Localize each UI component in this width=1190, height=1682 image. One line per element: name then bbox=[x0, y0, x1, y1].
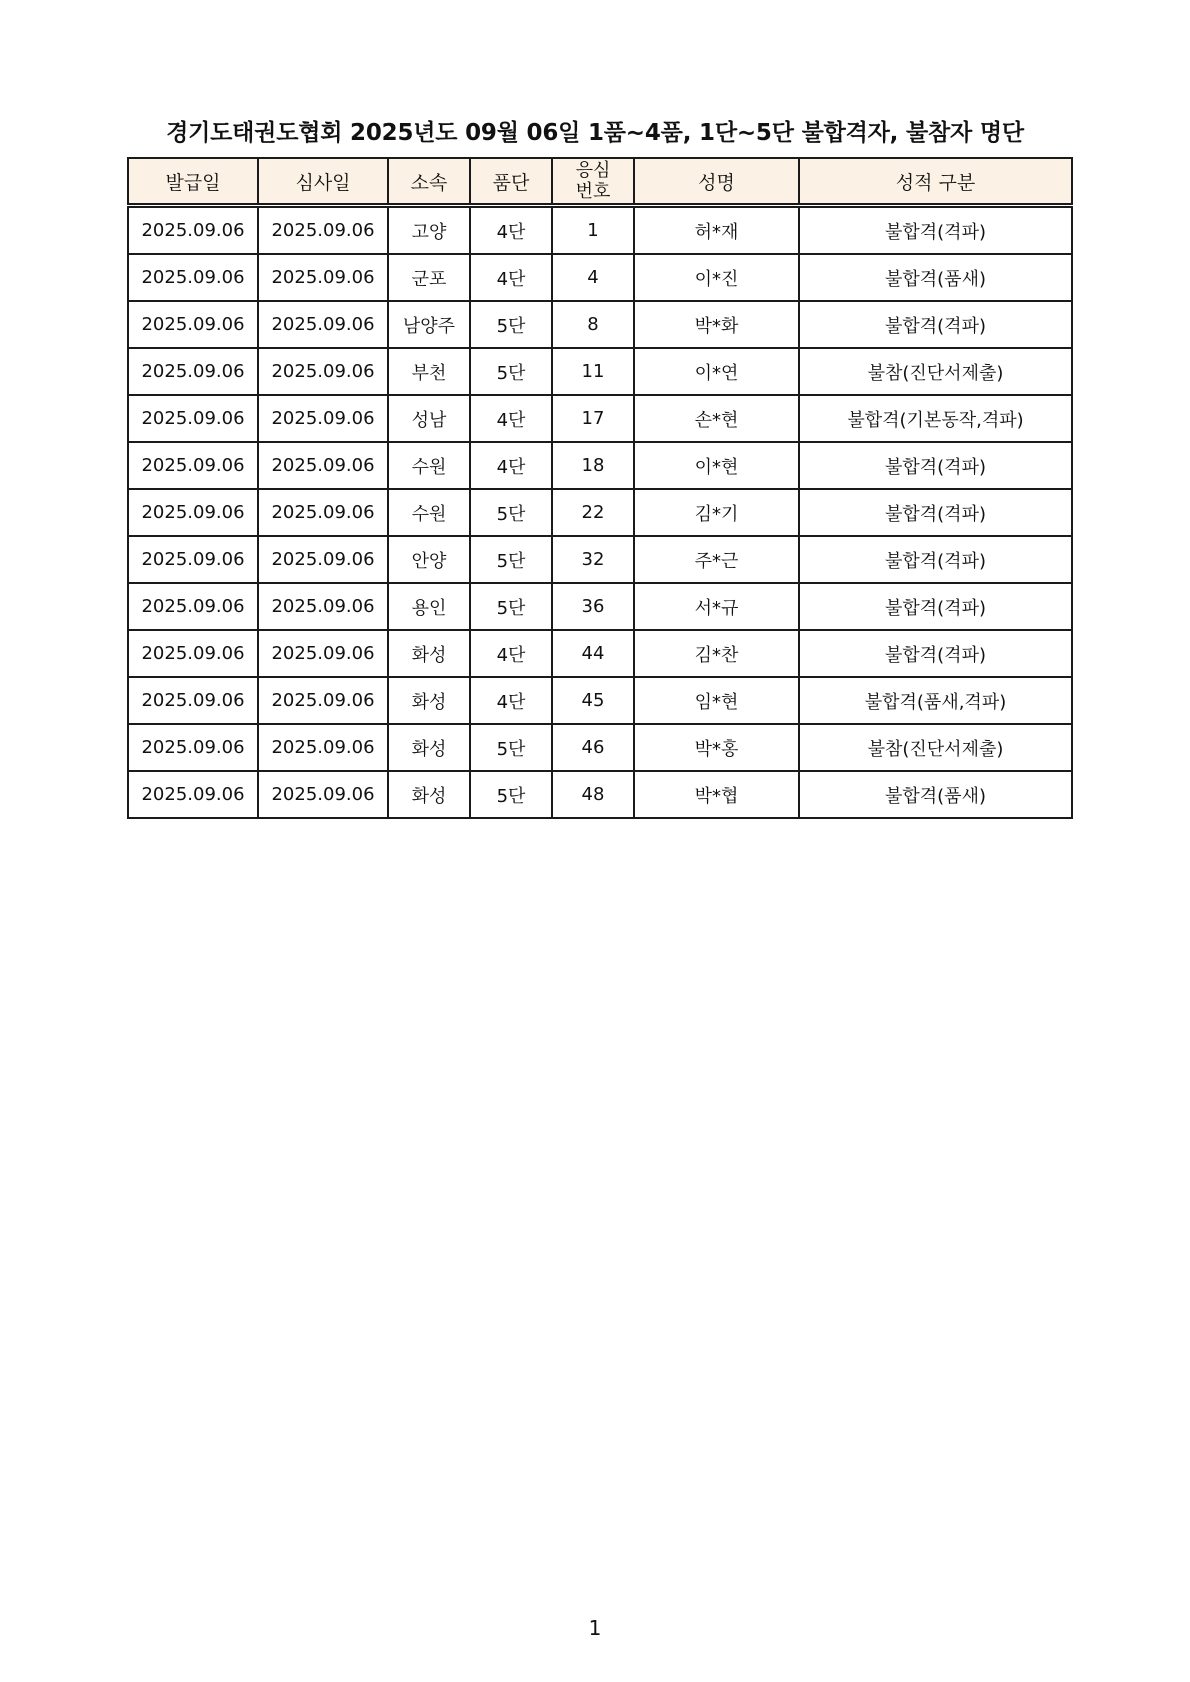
cell-result: 불합격(격파) bbox=[799, 536, 1072, 583]
table-row bbox=[128, 771, 1072, 818]
header-issue-date: 발급일 bbox=[128, 158, 258, 206]
cell-result: 불합격(격파) bbox=[799, 442, 1072, 489]
cell-name: 이*진 bbox=[634, 254, 799, 301]
cell-affiliation: 화성 bbox=[388, 677, 470, 724]
table-row bbox=[128, 395, 1072, 442]
cell-result: 불합격(품새) bbox=[799, 771, 1072, 818]
cell-name: 박*화 bbox=[634, 301, 799, 348]
cell-exam-date: 2025.09.06 bbox=[258, 630, 388, 677]
cell-exam-date: 2025.09.06 bbox=[258, 677, 388, 724]
cell-rank: 4단 bbox=[470, 395, 552, 442]
cell-rank: 5단 bbox=[470, 771, 552, 818]
cell-rank: 4단 bbox=[470, 254, 552, 301]
header-name: 성명 bbox=[634, 158, 799, 206]
table-row bbox=[128, 301, 1072, 348]
cell-result: 불합격(격파) bbox=[799, 630, 1072, 677]
cell-issue-date: 2025.09.06 bbox=[128, 583, 258, 630]
cell-issue-date: 2025.09.06 bbox=[128, 536, 258, 583]
cell-exam-number: 22 bbox=[552, 489, 634, 536]
cell-name: 손*현 bbox=[634, 395, 799, 442]
cell-result: 불합격(기본동작,격파) bbox=[799, 395, 1072, 442]
cell-exam-number: 1 bbox=[552, 206, 634, 255]
cell-result: 불합격(품새) bbox=[799, 254, 1072, 301]
cell-rank: 5단 bbox=[470, 583, 552, 630]
table-row bbox=[128, 630, 1072, 677]
cell-exam-date: 2025.09.06 bbox=[258, 395, 388, 442]
cell-exam-number: 36 bbox=[552, 583, 634, 630]
cell-exam-number: 32 bbox=[552, 536, 634, 583]
cell-affiliation: 고양 bbox=[388, 206, 470, 255]
cell-exam-number: 8 bbox=[552, 301, 634, 348]
table-body bbox=[128, 206, 1072, 819]
cell-issue-date: 2025.09.06 bbox=[128, 630, 258, 677]
cell-name: 서*규 bbox=[634, 583, 799, 630]
header-exam-date: 심사일 bbox=[258, 158, 388, 206]
table-row bbox=[128, 489, 1072, 536]
cell-exam-date: 2025.09.06 bbox=[258, 771, 388, 818]
header-result: 성적 구분 bbox=[799, 158, 1072, 206]
header-rank: 품단 bbox=[470, 158, 552, 206]
cell-exam-date: 2025.09.06 bbox=[258, 348, 388, 395]
cell-exam-number: 18 bbox=[552, 442, 634, 489]
cell-affiliation: 안양 bbox=[388, 536, 470, 583]
cell-issue-date: 2025.09.06 bbox=[128, 442, 258, 489]
cell-issue-date: 2025.09.06 bbox=[128, 724, 258, 771]
table-row bbox=[128, 254, 1072, 301]
cell-issue-date: 2025.09.06 bbox=[128, 254, 258, 301]
cell-affiliation: 화성 bbox=[388, 724, 470, 771]
cell-exam-date: 2025.09.06 bbox=[258, 442, 388, 489]
table-row bbox=[128, 677, 1072, 724]
cell-issue-date: 2025.09.06 bbox=[128, 771, 258, 818]
cell-rank: 4단 bbox=[470, 206, 552, 255]
cell-affiliation: 화성 bbox=[388, 771, 470, 818]
cell-rank: 4단 bbox=[470, 630, 552, 677]
cell-name: 임*현 bbox=[634, 677, 799, 724]
cell-result: 불합격(격파) bbox=[799, 583, 1072, 630]
cell-exam-date: 2025.09.06 bbox=[258, 489, 388, 536]
cell-affiliation: 수원 bbox=[388, 442, 470, 489]
cell-name: 주*근 bbox=[634, 536, 799, 583]
cell-rank: 5단 bbox=[470, 348, 552, 395]
cell-exam-number: 45 bbox=[552, 677, 634, 724]
cell-result: 불합격(격파) bbox=[799, 206, 1072, 255]
cell-exam-date: 2025.09.06 bbox=[258, 583, 388, 630]
cell-result: 불합격(격파) bbox=[799, 301, 1072, 348]
header-exam-number-line: 번호 bbox=[575, 181, 611, 202]
cell-name: 이*현 bbox=[634, 442, 799, 489]
cell-affiliation: 군포 bbox=[388, 254, 470, 301]
cell-exam-number: 17 bbox=[552, 395, 634, 442]
cell-exam-date: 2025.09.06 bbox=[258, 724, 388, 771]
page-number: 1 bbox=[588, 1616, 602, 1640]
cell-issue-date: 2025.09.06 bbox=[128, 301, 258, 348]
cell-exam-number: 48 bbox=[552, 771, 634, 818]
cell-exam-date: 2025.09.06 bbox=[258, 206, 388, 255]
cell-affiliation: 용인 bbox=[388, 583, 470, 630]
cell-name: 허*재 bbox=[634, 206, 799, 255]
cell-issue-date: 2025.09.06 bbox=[128, 395, 258, 442]
cell-affiliation: 화성 bbox=[388, 630, 470, 677]
cell-exam-number: 46 bbox=[552, 724, 634, 771]
cell-result: 불참(진단서제출) bbox=[799, 724, 1072, 771]
cell-rank: 4단 bbox=[470, 677, 552, 724]
cell-exam-date: 2025.09.06 bbox=[258, 536, 388, 583]
table-row bbox=[128, 583, 1072, 630]
cell-name: 김*찬 bbox=[634, 630, 799, 677]
table-row bbox=[128, 348, 1072, 395]
cell-rank: 5단 bbox=[470, 724, 552, 771]
page-title: 경기도태권도협회 2025년도 09월 06일 1품~4품, 1단~5단 불합격자, 불참자 명단 bbox=[166, 120, 1024, 146]
cell-name: 이*연 bbox=[634, 348, 799, 395]
header-exam-number bbox=[552, 158, 634, 206]
cell-issue-date: 2025.09.06 bbox=[128, 677, 258, 724]
cell-exam-date: 2025.09.06 bbox=[258, 301, 388, 348]
table-row bbox=[128, 442, 1072, 489]
table-row bbox=[128, 536, 1072, 583]
cell-affiliation: 부천 bbox=[388, 348, 470, 395]
cell-exam-number: 44 bbox=[552, 630, 634, 677]
cell-affiliation: 성남 bbox=[388, 395, 470, 442]
header-exam-number-line: 응심 bbox=[575, 160, 611, 181]
cell-name: 김*기 bbox=[634, 489, 799, 536]
cell-rank: 4단 bbox=[470, 442, 552, 489]
cell-issue-date: 2025.09.06 bbox=[128, 206, 258, 255]
header-affiliation: 소속 bbox=[388, 158, 470, 206]
results-table bbox=[127, 157, 1073, 819]
cell-name: 박*홍 bbox=[634, 724, 799, 771]
cell-rank: 5단 bbox=[470, 536, 552, 583]
cell-result: 불합격(품새,격파) bbox=[799, 677, 1072, 724]
cell-rank: 5단 bbox=[470, 489, 552, 536]
cell-issue-date: 2025.09.06 bbox=[128, 489, 258, 536]
cell-rank: 5단 bbox=[470, 301, 552, 348]
cell-affiliation: 수원 bbox=[388, 489, 470, 536]
cell-exam-date: 2025.09.06 bbox=[258, 254, 388, 301]
table-row bbox=[128, 206, 1072, 255]
table-row bbox=[128, 724, 1072, 771]
table-header-row bbox=[128, 158, 1072, 206]
cell-result: 불합격(격파) bbox=[799, 489, 1072, 536]
cell-result: 불참(진단서제출) bbox=[799, 348, 1072, 395]
cell-name: 박*협 bbox=[634, 771, 799, 818]
cell-affiliation: 남양주 bbox=[388, 301, 470, 348]
cell-exam-number: 11 bbox=[552, 348, 634, 395]
cell-exam-number: 4 bbox=[552, 254, 634, 301]
cell-issue-date: 2025.09.06 bbox=[128, 348, 258, 395]
